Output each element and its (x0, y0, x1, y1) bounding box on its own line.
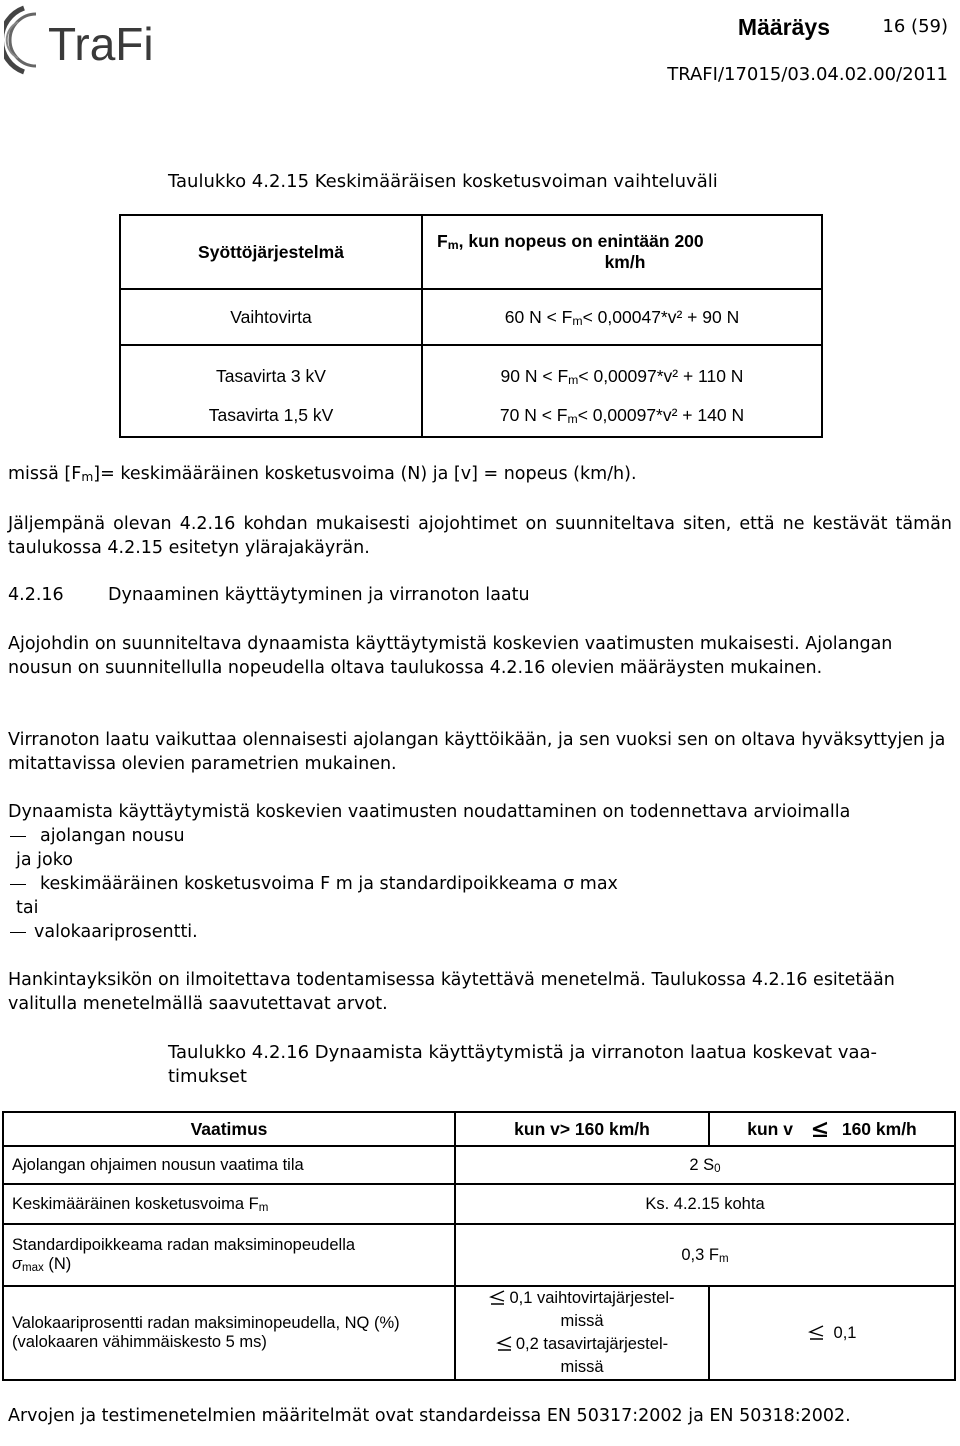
list-item: ajolangan nousu (8, 824, 958, 848)
dynamic-behaviour-table (2, 1111, 956, 1381)
trafi-logo (4, 4, 234, 76)
paragraph: Ajojohdin on suunniteltava dynaamista käyttäytymistä koskevien vaatimusten mukaisesti. Ajolangan nousun on suunnitellulla nopeudella oltava taulukossa 4.2.16 olevien määräysten mukainen. (8, 634, 893, 678)
header-force-limit: $F_m$, kun nopeus on enintään 200 km/h (422, 215, 822, 289)
header-requirement: Vaatimus (3, 1112, 455, 1146)
less-equal-icon (489, 1289, 505, 1305)
conjunction: tai (16, 898, 39, 918)
svg-text:TraFi: TraFi (48, 18, 154, 70)
header-speed-le-160: kun v 160 km/h (709, 1112, 955, 1146)
row-label: Valokaariprosentti radan maksiminopeudella, NQ (%) (valokaaren vähimmäiskesto 5 ms) (3, 1286, 455, 1380)
conjunction: ja joko (16, 850, 73, 870)
where-definition: missä $[F_m]=$ keskimääräinen kosketusvoima (N) ja [v] = nopeus (km/h). (8, 464, 637, 484)
less-equal-icon (496, 1335, 512, 1351)
less-equal-icon (808, 1324, 824, 1340)
header-speed-gt-160: kun v> 160 km/h (455, 1112, 709, 1146)
row-value-gt-160: 0,1 vaihtovirtajärjestel- missä 0,2 tasavirtajärjestel- missä (455, 1286, 709, 1380)
row-value: 0,3 $F_m$ (455, 1224, 955, 1286)
row-limit: 60 $N < F_m< 0,00047*v^2 + 90$ N (422, 289, 822, 345)
row-value: 2 $S_0$ (455, 1146, 955, 1184)
contact-force-table (119, 214, 823, 438)
row-value: Ks. 4.2.15 kohta (455, 1184, 955, 1224)
paragraph: Virranoton laatu vaikuttaa olennaisesti ajolangan käyttöikään, ja sen vuoksi sen on oltava hyväksyttyjen ja mitattavissa olevien parametrien mukainen. (8, 730, 946, 774)
document-type: Määräys (737, 14, 830, 40)
row-limit: 70 $N < F_m< 0,00097*v^2 + 140$ N (422, 393, 822, 437)
row-system: Tasavirta 1,5 kV (120, 393, 422, 437)
paragraph: Dynaamista käyttäytymistä koskevien vaatimusten noudattaminen on todennettava arvioimalla (8, 802, 851, 822)
paragraph: Jäljempänä olevan 4.2.16 kohdan mukaisesti ajojohtimet on suunniteltava siten, että ne kestävät tämän taulukossa 4.2.15 esitetyn ylärajakäyrän. (8, 514, 952, 558)
table2-caption: Taulukko 4.2.16 Dynaamista käyttäytymistä ja virranoton laatua koskevat vaa- timukset (168, 1042, 878, 1087)
row-label: Ajolangan ohjaimen nousun vaatima tila (3, 1146, 455, 1184)
table1-caption: Taulukko 4.2.15 Keskimääräisen kosketusvoiman vaihteluväli (168, 171, 718, 192)
row-limit: 90 $N < F_m< 0,00097*v^2 + 110$ N (422, 345, 822, 393)
page-number: 16 (59) (882, 16, 948, 37)
less-equal-icon (804, 1121, 836, 1137)
row-label: Keskimääräinen kosketusvoima $F_m$ (3, 1184, 455, 1224)
header-feed-system: Syöttöjärjestelmä (120, 215, 422, 289)
row-value-le-160: 0,1 (709, 1286, 955, 1380)
document-id: TRAFI/17015/03.04.02.00/2011 (667, 64, 948, 85)
paragraph: Hankintayksikön on ilmoitettava todentamisessa käytettävä menetelmä. Taulukossa 4.2.16 esitetään valitulla menetelmällä saavutettavat arvot. (8, 970, 895, 1014)
list-item: keskimääräinen kosketusvoima F m ja standardipoikkeama σ max (8, 872, 958, 896)
section-heading: 4.2.16 Dynaaminen käyttäytyminen ja virranoton laatu (8, 585, 530, 605)
row-system: Vaihtovirta (120, 289, 422, 345)
list-item: valokaariprosentti. (8, 920, 958, 944)
row-system: Tasavirta 3 kV (120, 345, 422, 393)
paragraph: Arvojen ja testimenetelmien määritelmät ovat standardeissa EN 50317:2002 ja EN 50318:2002. (8, 1406, 851, 1426)
row-label: Standardipoikkeama radan maksiminopeudella $\sigma_{max}$ (N) (3, 1224, 455, 1286)
dash-bullet (10, 884, 26, 885)
dash-bullet (10, 932, 26, 933)
dash-bullet (10, 836, 26, 837)
